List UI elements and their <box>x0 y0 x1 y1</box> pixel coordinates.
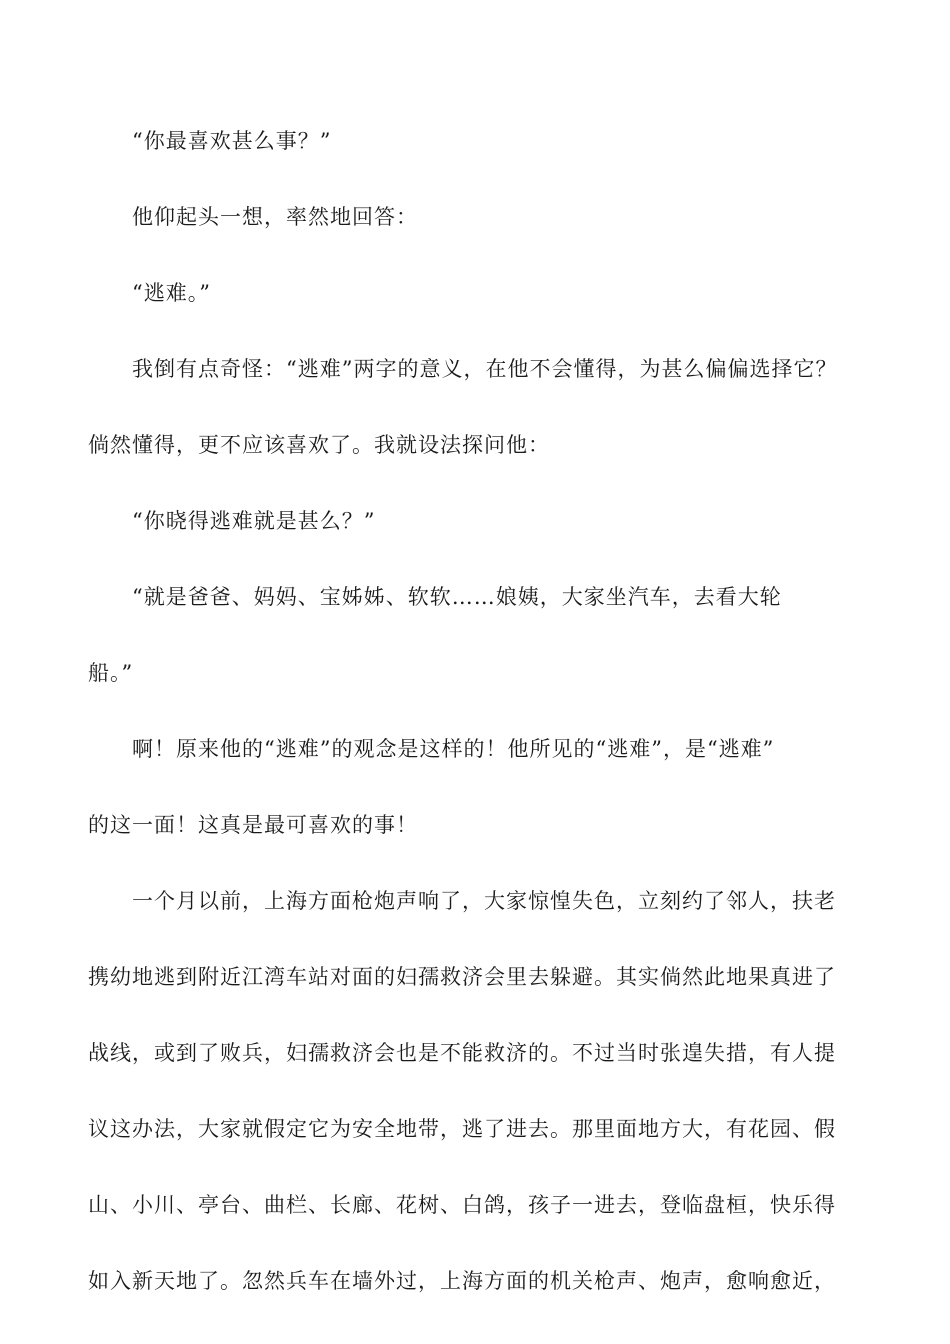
paragraph <box>88 882 878 1300</box>
paragraph <box>88 502 878 540</box>
paragraph <box>88 578 878 692</box>
body-text <box>88 122 878 1300</box>
paragraph <box>88 274 878 312</box>
text-line: 山、小川、亭台、曲栏、长廊、花树、白鸽，孩子一进去，登临盘桓，快乐得 <box>88 1193 836 1217</box>
paragraph <box>88 350 878 464</box>
text-line: 议这办法，大家就假定它为安全地带，逃了进去。那里面地方大，有花园、假 <box>88 1117 836 1141</box>
text-line: 的这一面！这真是最可喜欢的事！ <box>88 813 418 837</box>
text-line: 如入新天地了。忽然兵车在墙外过，上海方面的机关枪声、炮声，愈响愈近， <box>88 1269 836 1293</box>
text-line: 他仰起头一想，率然地回答： <box>132 205 418 229</box>
text-line: 携幼地逃到附近江湾车站对面的妇孺救济会里去躲避。其实倘然此地果真进了 <box>88 965 836 989</box>
paragraph <box>88 730 878 844</box>
text-line: 战线，或到了败兵，妇孺救济会也是不能救济的。不过当时张遑失措，有人提 <box>88 1041 836 1065</box>
paragraph <box>88 122 878 160</box>
text-line: 啊！原来他的“逃难”的观念是这样的！他所见的“逃难”，是“逃难” <box>132 737 775 761</box>
text-line: “逃难。” <box>132 281 211 305</box>
paragraph <box>88 198 878 236</box>
text-line: “你最喜欢甚么事？” <box>132 129 332 153</box>
text-line: 我倒有点奇怪：“逃难”两字的意义，在他不会懂得，为甚么偏偏选择它？ <box>132 357 838 381</box>
text-line: 倘然懂得，更不应该喜欢了。我就设法探问他： <box>88 433 550 457</box>
text-line: “就是爸爸、妈妈、宝姊姊、软软……娘姨，大家坐汽车，去看大轮 <box>132 585 782 609</box>
text-line: “你晓得逃难就是甚么？” <box>132 509 376 533</box>
text-line: 一个月以前，上海方面枪炮声响了，大家惊惶失色，立刻约了邻人，扶老 <box>132 889 836 913</box>
text-line: 船。” <box>88 661 134 685</box>
